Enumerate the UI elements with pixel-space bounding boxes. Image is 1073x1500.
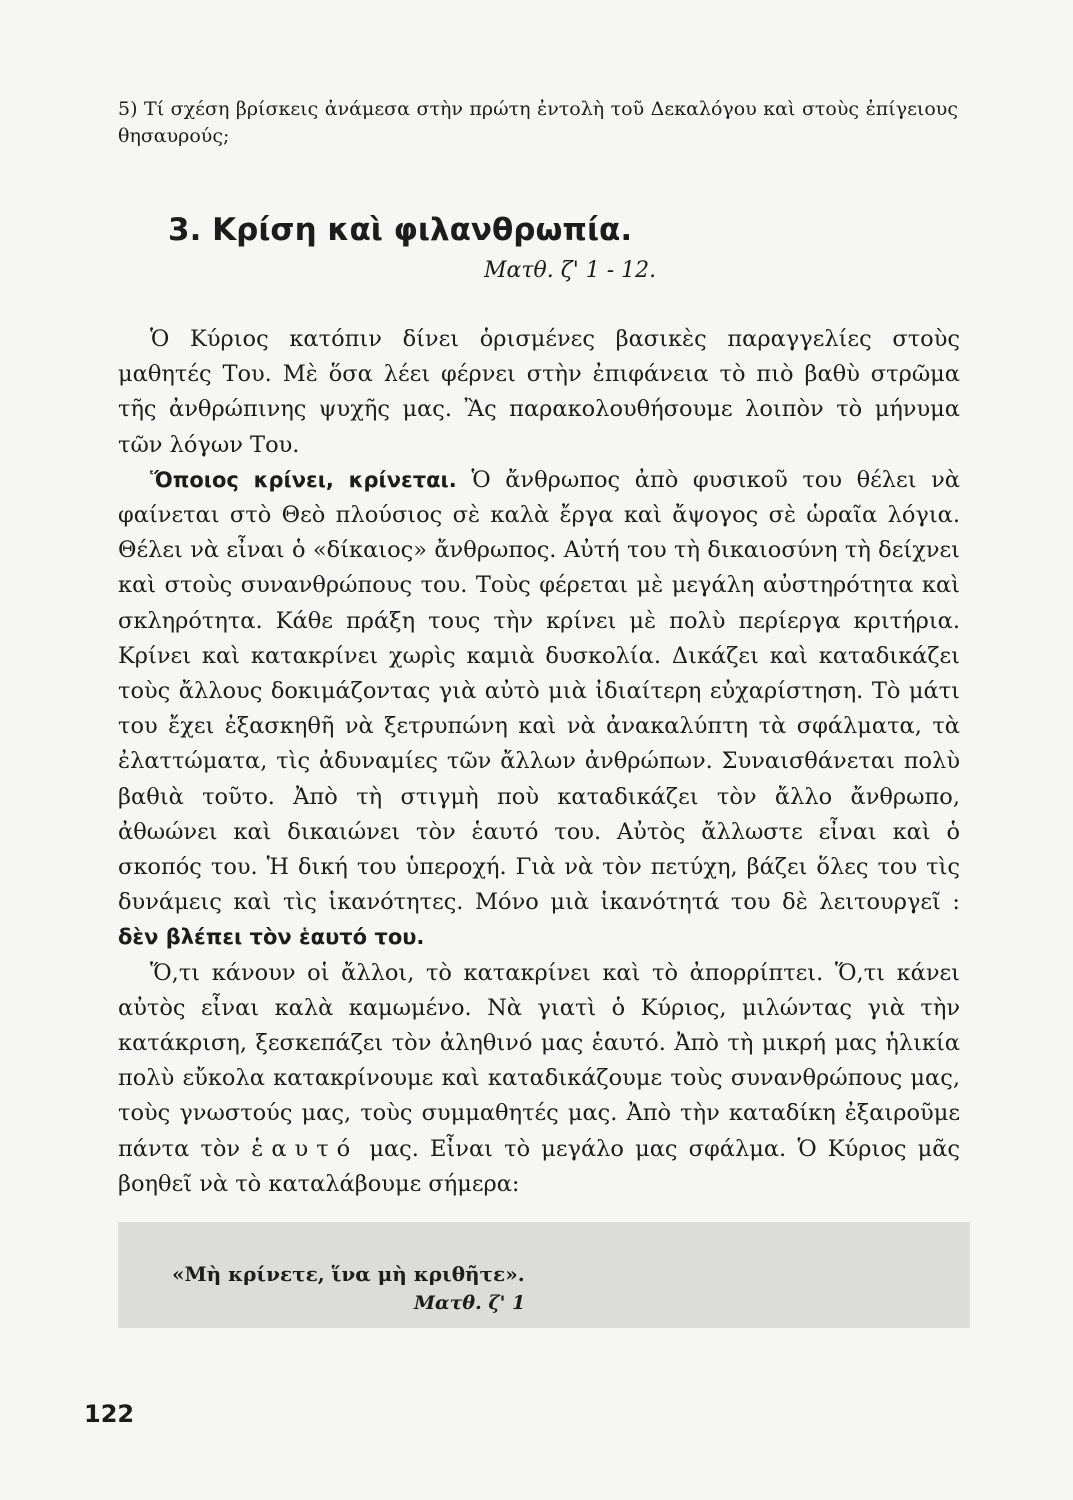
body-text: [118, 322, 960, 1202]
emphasized-word: ἑαυτό: [251, 1135, 359, 1162]
review-question: 5) Τί σχέση βρίσκεις ἀνάμεσα στὴν πρώτη ἐντολὴ τοῦ Δεκαλόγου καὶ στοὺς ἐπίγειους θησαυρούς;: [118, 98, 958, 147]
page-number: 122: [84, 1400, 135, 1428]
quote-reference: Ματθ. ζ' 1: [414, 1292, 526, 1314]
paragraph-intro: Ὁ Κύριος κατόπιν δίνει ὁρισμένες βασικὲς παραγγελίες στοὺς μαθητές Του. Μὲ ὅσα λέει φέρνει στὴν ἐπιφάνεια τὸ πιὸ βαθὺ στρῶμα τῆς ἀνθρώπινης ψυχῆς μας. Ἂς παρακολουθήσουμε λοιπὸν τὸ μήνυμα τῶν λόγων Του.: [118, 326, 960, 458]
quote-text: «Μὴ κρίνετε, ἵνα μὴ κριθῆτε».: [172, 1262, 525, 1286]
paragraph-end-bold: δὲν βλέπει τὸν ἑαυτό του.: [118, 925, 425, 950]
paragraph-judgment: [118, 463, 960, 956]
paragraph-conclusion-start: Ὅ,τι κάνουν οἱ ἄλλοι, τὸ κατακρίνει καὶ τὸ ἀπορρίπτει. Ὅ,τι κάνει αὐτὸς εἶναι καλὰ καμωμένο. Νὰ γιατὶ ὁ Κύριος, μιλώντας γιὰ τὴν κατάκριση, ξεσκεπάζει τὸν ἀληθινό μας ἑαυτό. Ἀπὸ τὴ μικρή μας ἡλικία πολὺ εὔκολα κατακρίνουμε καὶ καταδικάζουμε τοὺς συνανθρώπους μας, τοὺς γνωστούς μας, τοὺς συμμαθητές μας. Ἀπὸ τὴν καταδίκη ἐξαιροῦμε πάντα τὸν: [118, 959, 960, 1162]
paragraph-conclusion-end: μας. Εἶναι τὸ μεγάλο μας σφάλμα. Ὁ Κύριος μᾶς βοηθεῖ νὰ τὸ καταλάβουμε σήμερα:: [118, 1135, 961, 1197]
paragraph-lead-bold: Ὅποιος κρίνει, κρίνεται.: [150, 467, 457, 492]
paragraph-conclusion: [118, 956, 960, 1202]
section-reference: Ματθ. ζ' 1 - 12.: [484, 258, 657, 283]
paragraph-judgment-text: Ὁ ἄνθρωπος ἀπὸ φυσικοῦ του θέλει νὰ φαίνεται στὸ Θεὸ πλούσιος σὲ καλὰ ἔργα καὶ ἄψογος σὲ ὡραῖα λόγια. Θέλει νὰ εἶναι ὁ «δίκαιος» ἄνθρωπος. Αὐτή του τὴ δικαιοσύνη τὴ δείχνει καὶ στοὺς συνανθρώπους του. Τοὺς φέρεται μὲ μεγάλη αὐστηρότητα καὶ σκληρότητα. Κάθε πράξη τους τὴν κρίνει μὲ πολὺ περίεργα κριτήρια. Κρίνει καὶ κατακρίνει χωρὶς καμιὰ δυσκολία. Δικάζει καὶ καταδικάζει τοὺς ἄλλους δοκιμάζοντας γιὰ αὐτὸ μιὰ ἰδιαίτερη εὐχαρίστηση. Τὸ μάτι του ἔχει ἐξασκηθῆ νὰ ξετρυπώνη καὶ νὰ ἀνακαλύπτη τὰ σφάλματα, τὰ ἐλαττώματα, τὶς ἀδυναμίες τῶν ἄλλων ἀνθρώπων. Συναισθάνεται πολὺ βαθιὰ τοῦτο. Ἀπὸ τὴ στιγμὴ ποὺ καταδικάζει τὸν ἄλλο ἄνθρωπο, ἀθωώνει καὶ δικαιώνει τὸν ἑαυτό του. Αὐτὸς ἄλλωστε εἶναι καὶ ὁ σκοπός του. Ἡ δική του ὑπεροχή. Γιὰ νὰ τὸν πετύχη, βάζει ὅλες του τὶς δυνάμεις καὶ τὶς ἱκανότητες. Μόνο μιὰ ἱκανότητά του δὲ λειτουργεῖ :: [118, 466, 960, 916]
section-heading: 3. Κρίση καὶ φιλανθρωπία.: [168, 212, 633, 248]
